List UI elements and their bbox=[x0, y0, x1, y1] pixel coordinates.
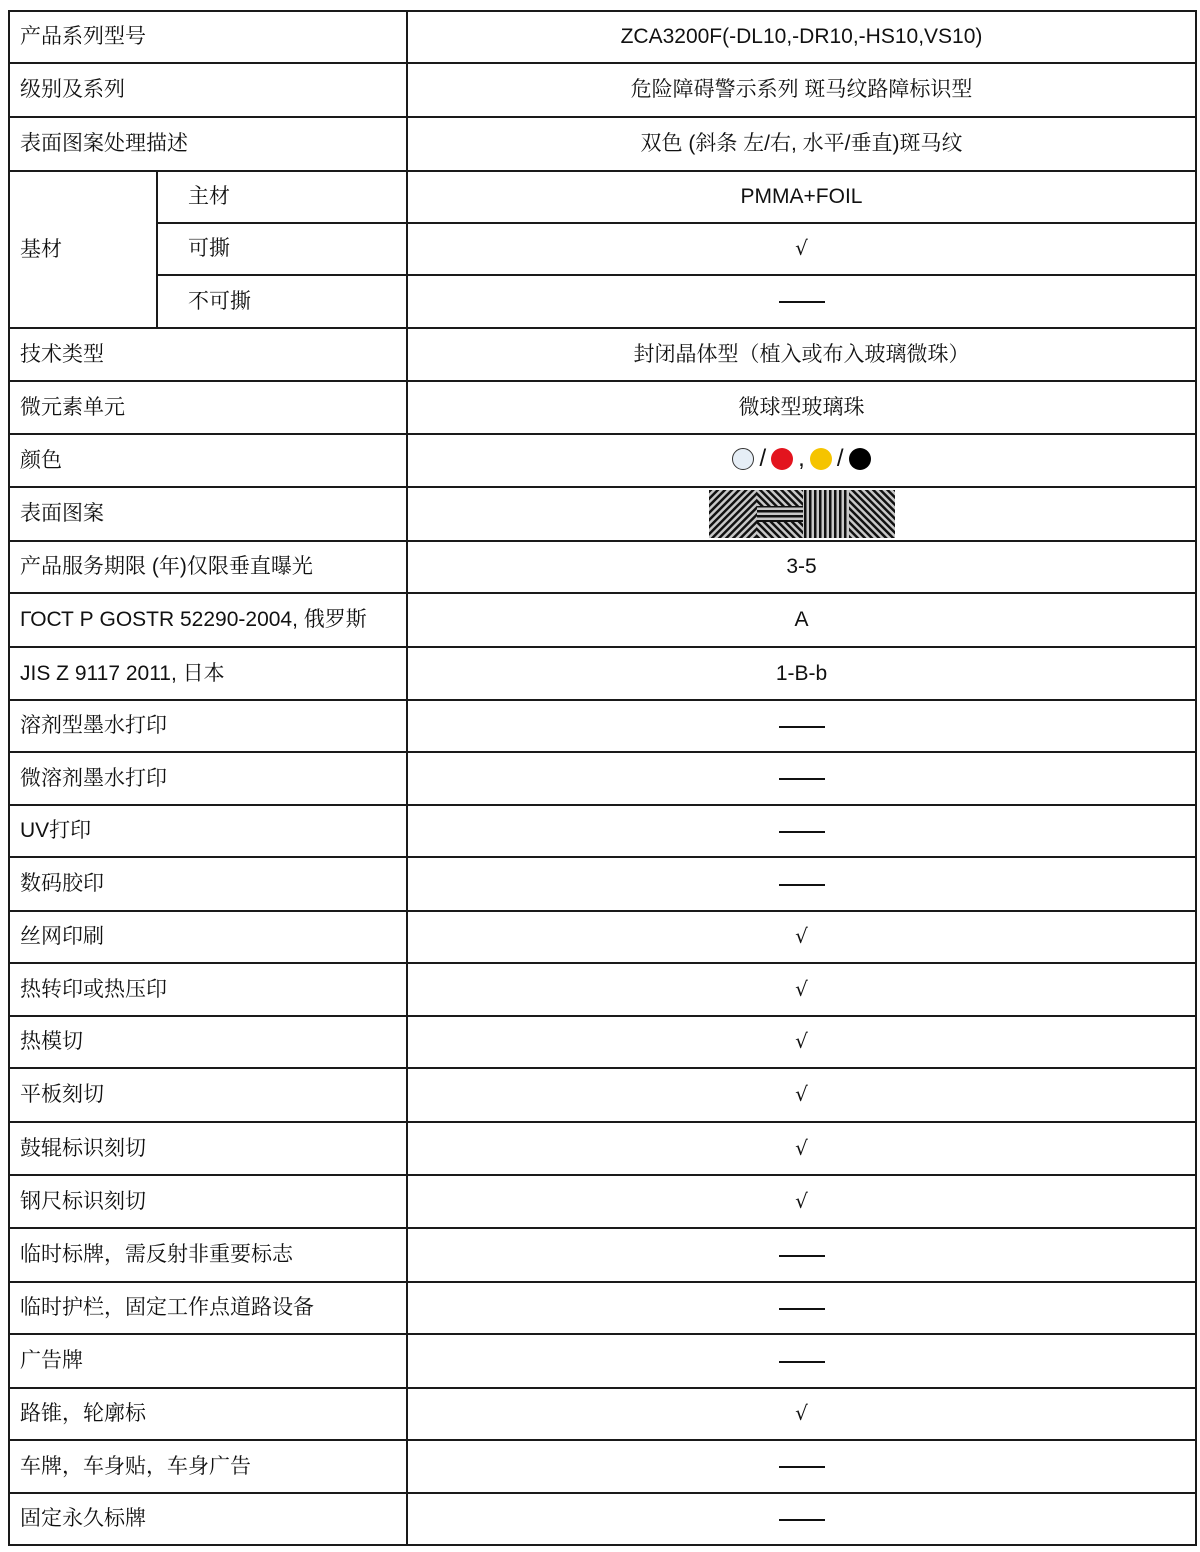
cell-value: 微球型玻璃珠 bbox=[738, 395, 865, 419]
row-value bbox=[407, 1388, 1196, 1440]
row-value bbox=[407, 1493, 1196, 1545]
row-label: 钢尺标识刻切 bbox=[9, 1175, 407, 1228]
row-label: 产品系列型号 bbox=[9, 11, 407, 63]
dash-mark bbox=[779, 1361, 825, 1363]
row-label: 数码胶印 bbox=[9, 857, 407, 911]
cell-value: A bbox=[794, 608, 809, 632]
table-row bbox=[9, 857, 1196, 911]
row-value bbox=[407, 381, 1196, 434]
zebra-stripe-block bbox=[849, 490, 895, 538]
row-label: 颜色 bbox=[9, 434, 407, 487]
white-color-dot bbox=[732, 448, 754, 470]
check-mark: √ bbox=[795, 1135, 808, 1160]
table-row bbox=[9, 593, 1196, 647]
table-row bbox=[9, 1440, 1196, 1493]
row-label: 丝网印刷 bbox=[9, 911, 407, 963]
row-value bbox=[407, 1068, 1196, 1122]
substrate-sub-label: 主材 bbox=[157, 171, 407, 223]
table-row bbox=[9, 328, 1196, 381]
row-value bbox=[407, 805, 1196, 857]
row-value bbox=[407, 1228, 1196, 1282]
row-label: 溶剂型墨水打印 bbox=[9, 700, 407, 752]
row-label: UV打印 bbox=[9, 805, 407, 857]
row-label: 微溶剂墨水打印 bbox=[9, 752, 407, 805]
table-row bbox=[9, 1334, 1196, 1388]
row-value bbox=[407, 117, 1196, 171]
row-label: 技术类型 bbox=[9, 328, 407, 381]
check-mark: √ bbox=[795, 1188, 808, 1213]
cell-value: 3-5 bbox=[786, 555, 817, 579]
row-label: 产品服务期限 (年)仅限垂直曝光 bbox=[9, 541, 407, 593]
check-mark: √ bbox=[795, 1401, 808, 1426]
row-label: 临时标牌，需反射非重要标志 bbox=[9, 1228, 407, 1282]
table-row bbox=[9, 381, 1196, 434]
check-mark: √ bbox=[795, 976, 808, 1001]
table-row bbox=[9, 963, 1196, 1016]
color-value bbox=[407, 434, 1196, 487]
row-value bbox=[407, 1334, 1196, 1388]
row-value bbox=[407, 1016, 1196, 1068]
dash-mark bbox=[779, 1519, 825, 1521]
row-label: 临时护栏，固定工作点道路设备 bbox=[9, 1282, 407, 1334]
row-value bbox=[407, 752, 1196, 805]
row-value bbox=[407, 1122, 1196, 1175]
black-color-dot bbox=[849, 448, 871, 470]
row-value bbox=[407, 857, 1196, 911]
row-label: ГОСТ Р GOSTR 52290-2004, 俄罗斯 bbox=[9, 593, 407, 647]
table-row bbox=[9, 1388, 1196, 1440]
row-label: 车牌，车身贴，车身广告 bbox=[9, 1440, 407, 1493]
zebra-stripe-block bbox=[803, 490, 849, 538]
row-value bbox=[407, 1282, 1196, 1334]
table-row bbox=[9, 275, 1196, 328]
cell-value: PMMA+FOIL bbox=[740, 185, 863, 209]
table-row bbox=[9, 647, 1196, 700]
row-label: 热模切 bbox=[9, 1016, 407, 1068]
row-label: 级别及系列 bbox=[9, 63, 407, 117]
row-label: 鼓辊标识刻切 bbox=[9, 1122, 407, 1175]
table-row bbox=[9, 700, 1196, 752]
row-value bbox=[407, 593, 1196, 647]
dash-mark bbox=[779, 778, 825, 780]
color-separator: , bbox=[798, 444, 805, 472]
dash-mark bbox=[779, 1308, 825, 1310]
yellow-color-dot bbox=[810, 448, 832, 470]
table-row bbox=[9, 1228, 1196, 1282]
substrate-label: 基材 bbox=[9, 171, 157, 328]
zebra-stripe-block bbox=[709, 490, 757, 538]
color-swatches bbox=[732, 445, 870, 474]
table-row bbox=[9, 171, 1196, 223]
dash-mark bbox=[779, 884, 825, 886]
table-row bbox=[9, 805, 1196, 857]
table-row bbox=[9, 487, 1196, 541]
cell-value: 危险障碍警示系列 斑马纹路障标识型 bbox=[630, 78, 973, 102]
table-row bbox=[9, 11, 1196, 63]
table-row bbox=[9, 1493, 1196, 1545]
check-mark: √ bbox=[795, 1082, 808, 1107]
cell-value: 1-B-b bbox=[775, 661, 828, 685]
table-row bbox=[9, 1122, 1196, 1175]
row-label: 表面图案 bbox=[9, 487, 407, 541]
row-label: 广告牌 bbox=[9, 1334, 407, 1388]
row-value bbox=[407, 171, 1196, 223]
table-row bbox=[9, 1068, 1196, 1122]
row-value bbox=[407, 911, 1196, 963]
table-row bbox=[9, 63, 1196, 117]
zebra-stripe-block bbox=[757, 506, 803, 522]
red-color-dot bbox=[771, 448, 793, 470]
check-mark: √ bbox=[795, 1029, 808, 1054]
pattern-value bbox=[407, 487, 1196, 541]
table-row bbox=[9, 911, 1196, 963]
row-value bbox=[407, 700, 1196, 752]
row-label: 平板刻切 bbox=[9, 1068, 407, 1122]
table-row bbox=[9, 434, 1196, 487]
row-label: 热转印或热压印 bbox=[9, 963, 407, 1016]
substrate-sub-label: 不可撕 bbox=[157, 275, 407, 328]
table-row bbox=[9, 752, 1196, 805]
row-value bbox=[407, 1440, 1196, 1493]
table-row bbox=[9, 1282, 1196, 1334]
zebra-pattern-swatch bbox=[709, 490, 895, 538]
dash-mark bbox=[779, 1255, 825, 1257]
table-row bbox=[9, 1175, 1196, 1228]
color-separator: / bbox=[759, 444, 767, 472]
table-row bbox=[9, 223, 1196, 275]
check-mark: √ bbox=[795, 236, 808, 261]
cell-value: 双色 (斜条 左/右, 水平/垂直)斑马纹 bbox=[640, 132, 963, 156]
row-value bbox=[407, 1175, 1196, 1228]
spec-table bbox=[8, 10, 1197, 1546]
row-label: 固定永久标牌 bbox=[9, 1493, 407, 1545]
table-row bbox=[9, 117, 1196, 171]
row-value bbox=[407, 223, 1196, 275]
check-mark: √ bbox=[795, 924, 808, 949]
row-value bbox=[407, 647, 1196, 700]
table-row bbox=[9, 541, 1196, 593]
row-label: JIS Z 9117 2011, 日本 bbox=[9, 647, 407, 700]
row-value bbox=[407, 275, 1196, 328]
dash-mark bbox=[779, 1466, 825, 1468]
row-label: 表面图案处理描述 bbox=[9, 117, 407, 171]
spec-table-body bbox=[9, 11, 1196, 1545]
color-separator: / bbox=[836, 444, 844, 472]
row-value bbox=[407, 541, 1196, 593]
row-value bbox=[407, 11, 1196, 63]
dash-mark bbox=[779, 831, 825, 833]
table-row bbox=[9, 1016, 1196, 1068]
dash-mark bbox=[779, 301, 825, 303]
row-value bbox=[407, 328, 1196, 381]
cell-value: ZCA3200F(-DL10,-DR10,-HS10,VS10) bbox=[620, 25, 983, 49]
row-value bbox=[407, 963, 1196, 1016]
row-label: 路锥，轮廓标 bbox=[9, 1388, 407, 1440]
row-value bbox=[407, 63, 1196, 117]
dash-mark bbox=[779, 726, 825, 728]
row-label: 微元素单元 bbox=[9, 381, 407, 434]
cell-value: 封闭晶体型（植入或布入玻璃微珠） bbox=[633, 342, 970, 366]
substrate-sub-label: 可撕 bbox=[157, 223, 407, 275]
